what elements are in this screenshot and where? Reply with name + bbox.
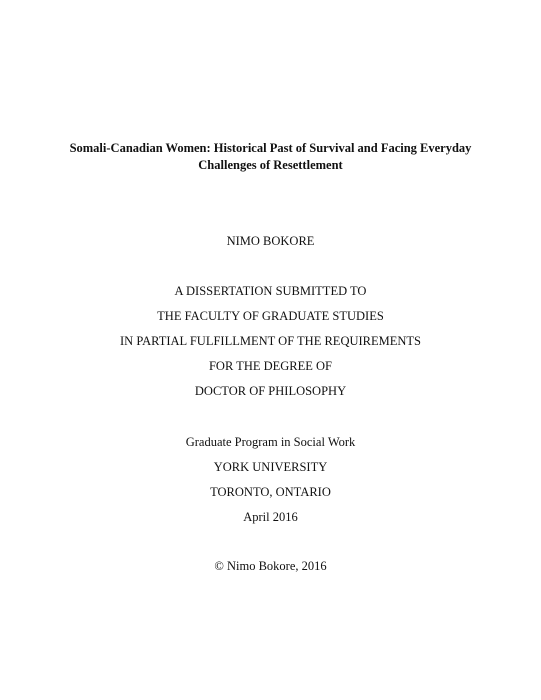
submission-statement-line-5: DOCTOR OF PHILOSOPHY: [194, 384, 347, 398]
submission-statement-line-4: FOR THE DEGREE OF: [208, 359, 333, 373]
dissertation-title-line-2: Challenges of Resettlement: [198, 158, 343, 172]
submission-statement-line-3: IN PARTIAL FULFILLMENT OF THE REQUIREMENTS: [120, 334, 421, 348]
copyright-notice: © Nimo Bokore, 2016: [214, 559, 327, 573]
university-location: TORONTO, ONTARIO: [210, 485, 331, 499]
university-name: YORK UNIVERSITY: [213, 460, 328, 474]
graduate-program: Graduate Program in Social Work: [185, 435, 356, 449]
author-name: NIMO BOKORE: [226, 234, 315, 248]
dissertation-title-line-1: Somali-Canadian Women: Historical Past of Survival and Facing Everyday: [69, 141, 472, 155]
submission-date: April 2016: [243, 510, 298, 524]
submission-statement-line-1: A DISSERTATION SUBMITTED TO: [174, 284, 367, 298]
submission-statement-line-2: THE FACULTY OF GRADUATE STUDIES: [157, 309, 384, 323]
